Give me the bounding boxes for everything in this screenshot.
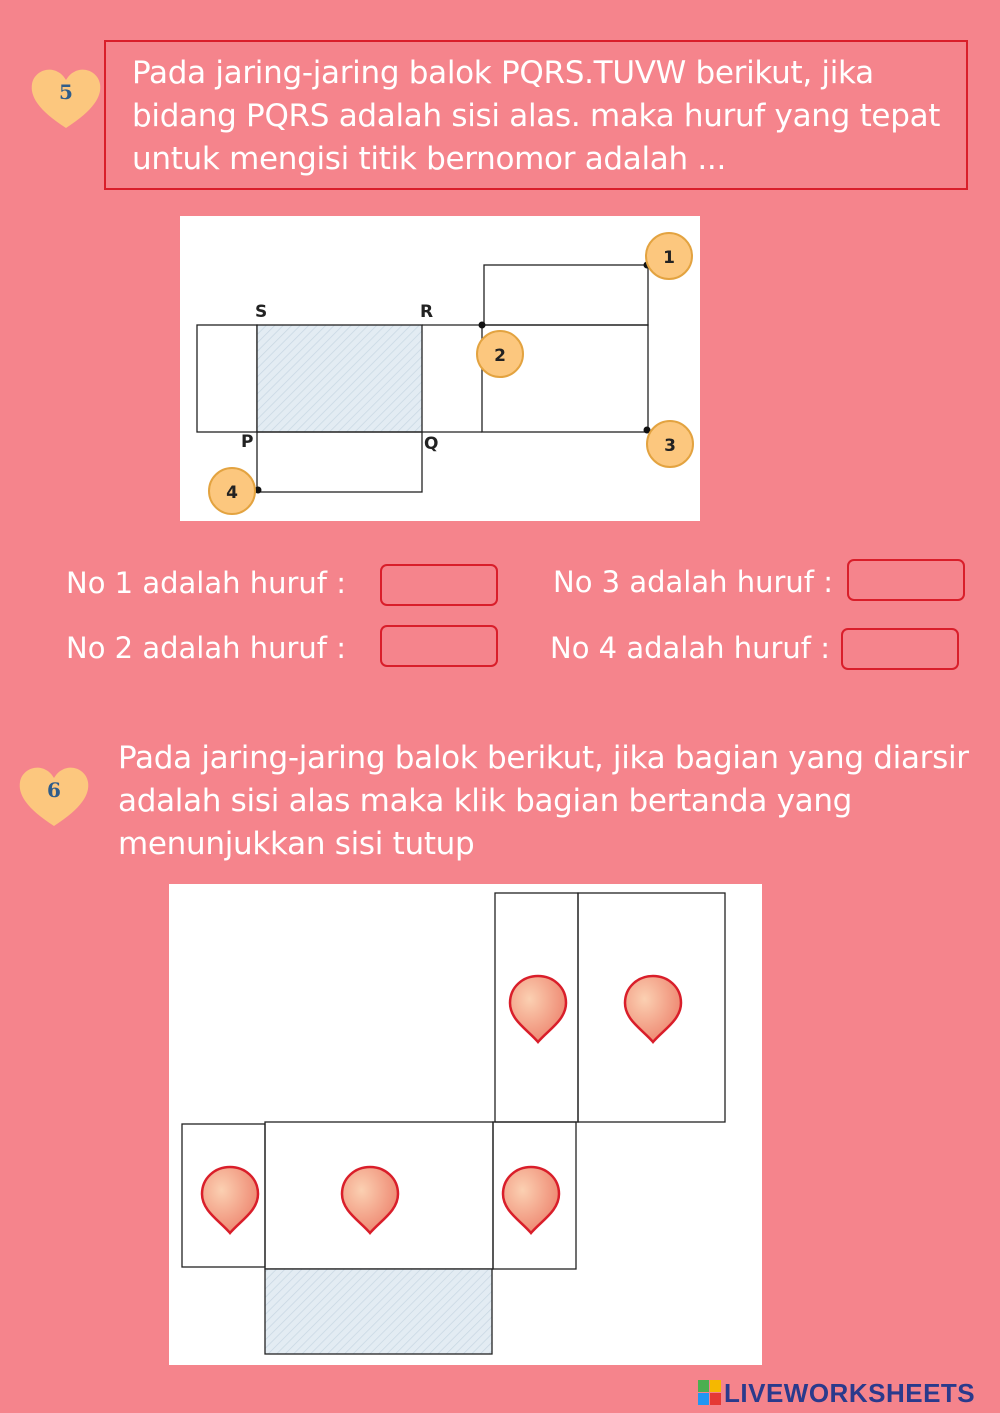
point-4-badge (209, 468, 255, 514)
question-5-text-line-1: Pada jaring-jaring balok PQRS.TUVW berikut, jika (132, 55, 874, 91)
liveworksheets-logo (698, 1378, 975, 1408)
question-5-text-line-3: untuk mengisi titik bernomor adalah ... (132, 141, 727, 177)
question-6-net-diagram (169, 884, 762, 1365)
net-face-top-right (484, 265, 648, 325)
question-5-heart-icon (28, 66, 104, 130)
svg-text:2: 2 (494, 346, 506, 366)
question-5-number: 5 (59, 80, 73, 104)
question-6-number: 6 (47, 778, 61, 802)
marker-middle[interactable] (342, 1167, 398, 1233)
svg-text:4: 4 (226, 483, 238, 503)
vertex-label-p: P (241, 432, 254, 452)
question-5-net-diagram (180, 216, 700, 521)
answer-3-input[interactable] (847, 559, 965, 601)
question-6-text-line-3: menunjukkan sisi tutup (118, 826, 475, 862)
logo-text: LIVEWORKSHEETS (724, 1377, 976, 1408)
question-5-text (132, 52, 940, 181)
cuboid-net-clickable (169, 884, 762, 1365)
answer-4-input[interactable] (841, 628, 959, 670)
vertex-label-q: Q (424, 434, 439, 454)
point-2-badge (477, 331, 523, 377)
answer-3-label: No 3 adalah huruf : (553, 565, 833, 599)
net6-face-base-shaded (265, 1269, 492, 1354)
marker-top-wide[interactable] (625, 976, 681, 1042)
marker-right[interactable] (503, 1167, 559, 1233)
marker-left[interactable] (202, 1167, 258, 1233)
answer-2-label: No 2 adalah huruf : (66, 631, 346, 665)
cuboid-net-pqrs (180, 216, 700, 521)
question-6-heart-icon (16, 764, 92, 828)
marker-top-narrow[interactable] (510, 976, 566, 1042)
question-5-text-line-2: bidang PQRS adalah sisi alas. maka huruf yang tepat (132, 98, 941, 134)
question-6-text-line-1: Pada jaring-jaring balok berikut, jika bagian yang diarsir (118, 740, 969, 776)
answer-1-label: No 1 adalah huruf : (66, 566, 346, 600)
answer-1-input[interactable] (380, 564, 498, 606)
point-3-badge (647, 421, 693, 467)
answer-4-label: No 4 adalah huruf : (550, 631, 830, 665)
answer-2-input[interactable] (380, 625, 498, 667)
vertex-label-s: S (255, 302, 268, 322)
question-6-text (118, 737, 969, 866)
net-face-left (197, 325, 257, 432)
svg-text:3: 3 (664, 436, 676, 456)
net-face-base-pqrs (257, 325, 422, 432)
vertex-label-r: R (420, 302, 434, 322)
svg-text:1: 1 (663, 248, 675, 268)
question-6-text-line-2: adalah sisi alas maka klik bagian bertanda yang (118, 783, 853, 819)
point-1-badge (646, 233, 692, 279)
net-face-bottom (257, 432, 422, 492)
live-badge-icon (698, 1380, 722, 1406)
